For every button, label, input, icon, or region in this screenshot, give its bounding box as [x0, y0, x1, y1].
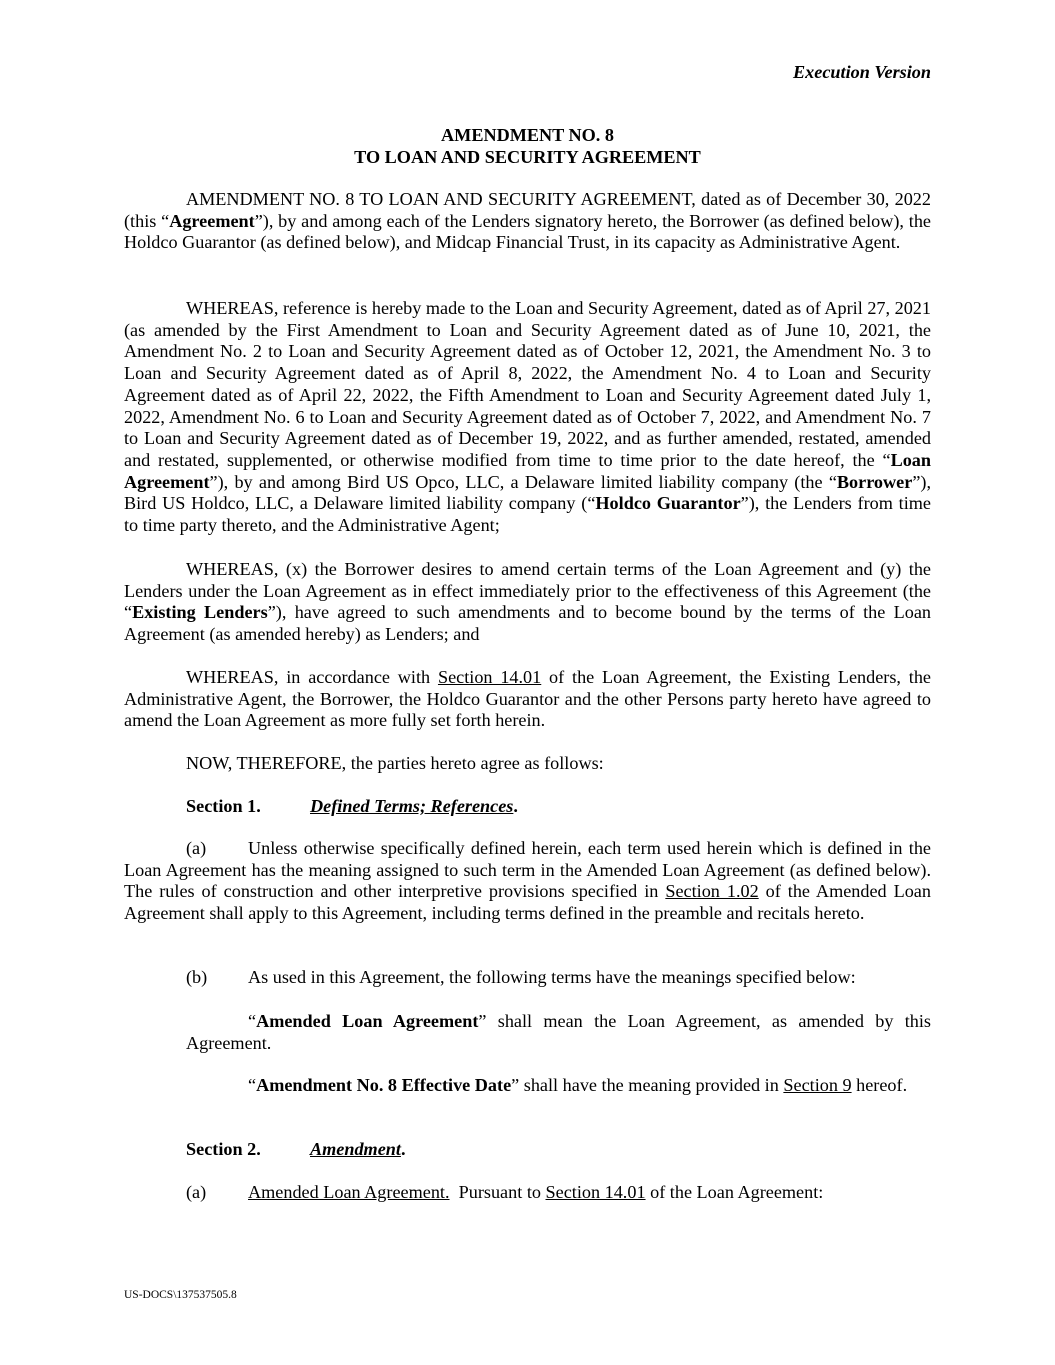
document-title — [124, 124, 931, 168]
now-therefore-paragraph: NOW, THEREFORE, the parties hereto agree as follows: — [186, 753, 604, 773]
definition-amendment-effective-date: “Amendment No. 8 Effective Date” shall have the meaning provided in Section 9 hereof. — [248, 1075, 908, 1095]
section-2-title: Amendment — [310, 1139, 401, 1159]
section-1-b-paragraph: (b) As used in this Agreement, the following terms have the meanings specified below: — [186, 967, 856, 987]
intro-paragraph: AMENDMENT NO. 8 TO LOAN AND SECURITY AGREEMENT, dated as of December 30, 2022 (this “Agreement”), by and among each of the Lenders signatory hereto, the Borrower (as defined below), the Holdco Guarantor (as defined below), and Midcap Financial Trust, in its capacity as Administrative Agent. — [124, 189, 931, 253]
title-line-2: TO LOAN AND SECURITY AGREEMENT — [354, 147, 701, 167]
whereas-paragraph-1: WHEREAS, reference is hereby made to the Loan and Security Agreement, dated as of April 27, 2021 (as amended by the First Amendment to Loan and Security Agreement dated as of June 10, 2021, the Amendment No. 2 to Loan and Security Agreement dated as of October 12, 2021, the Amendment No. 3 to Loan and Security Agreement dated as of April 8, 2022, the Amendment No. 4 to Loan and Security Agreement dated as of April 22, 2022, the Fifth Amendment to Loan and Security Agreement dated July 1, 2022, Amendment No. 6 to Loan and Security Agreement dated as of October 7, 2022, and Amendment No. 7 to Loan and Security Agreement dated as of December 19, 2022, and as further amended, restated, amended and restated, supplemented, or otherwise modified from time to time prior to the date hereof, the “Loan Agreement”), by and among Bird US Opco, LLC, a Delaware limited liability company (the “Borrower”), Bird US Holdco, LLC, a Delaware limited liability company (“Holdco Guarantor”), the Lenders from time to time party thereto, and the Administrative Agent; — [124, 298, 931, 536]
section-1-a-label: (a) — [186, 838, 207, 858]
title-line-1: AMENDMENT NO. 8 — [441, 125, 614, 145]
section-1-02-reference: Section 1.02 — [665, 881, 759, 902]
amended-loan-agreement-caption: Amended Loan Agreement. — [248, 1182, 450, 1202]
section-14-01-reference: Section 14.01 — [437, 667, 542, 687]
defined-term-borrower: Borrower — [836, 471, 913, 492]
defined-term-holdco-guarantor: Holdco Guarantor — [595, 493, 741, 514]
whereas-paragraph-2: WHEREAS, (x) the Borrower desires to amend certain terms of the Loan Agreement and (y) the Lenders under the Loan Agreement as in effect immediately prior to the effectiveness of this Agreement (the “Existing Lenders”), have agreed to such amendments and to become bound by the terms of the Loan Agreement (as amended hereby) as Lenders; and — [124, 559, 932, 645]
section-1-a-paragraph: (a) Unless otherwise specifically defined herein, each term used herein which is defined in the Loan Agreement has the meaning assigned to such term in the Amended Loan Agreement (as defined below). The rules of construction and other interpretive provisions specified in Section 1.02 of the Amended Loan Agreement shall apply to this Agreement, including terms defined in the preamble and recitals hereto. — [124, 838, 931, 924]
document-footer-id: US-DOCS\137537505.8 — [124, 1289, 237, 1301]
defined-term-existing-lenders: Existing Lenders — [132, 602, 268, 623]
section-2-heading: Section 2. Amendment. — [186, 1139, 406, 1159]
whereas-paragraph-3: WHEREAS, in accordance with Section 14.01 of the Loan Agreement, the Existing Lenders, the Administrative Agent, the Borrower, the Holdco Guarantor and the other Persons party hereto have agreed to amend the Loan Agreement as more fully set forth herein. — [124, 667, 931, 731]
section-1-heading: Section 1. Defined Terms; References. — [186, 796, 518, 816]
defined-term-agreement: Agreement — [169, 210, 255, 231]
section-2-a-paragraph: (a) Amended Loan Agreement. Pursuant to Section 14.01 of the Loan Agreement: — [186, 1182, 824, 1202]
section-1-title: Defined Terms; References — [310, 796, 514, 816]
execution-version-label: Execution Version — [793, 62, 931, 82]
section-1-b-label: (b) — [186, 967, 208, 987]
section-1-number: Section 1. — [186, 796, 261, 816]
definition-amended-loan-agreement: “Amended Loan Agreement” shall mean the Loan Agreement, as amended by this Agreement. — [186, 1011, 932, 1053]
section-2-a-label: (a) — [186, 1182, 207, 1202]
section-2-number: Section 2. — [186, 1139, 261, 1159]
section-9-reference: Section 9 — [783, 1075, 852, 1095]
section-14-01-reference-2: Section 14.01 — [545, 1182, 646, 1202]
defined-term-loan-agreement: Loan Agreement — [124, 449, 931, 492]
